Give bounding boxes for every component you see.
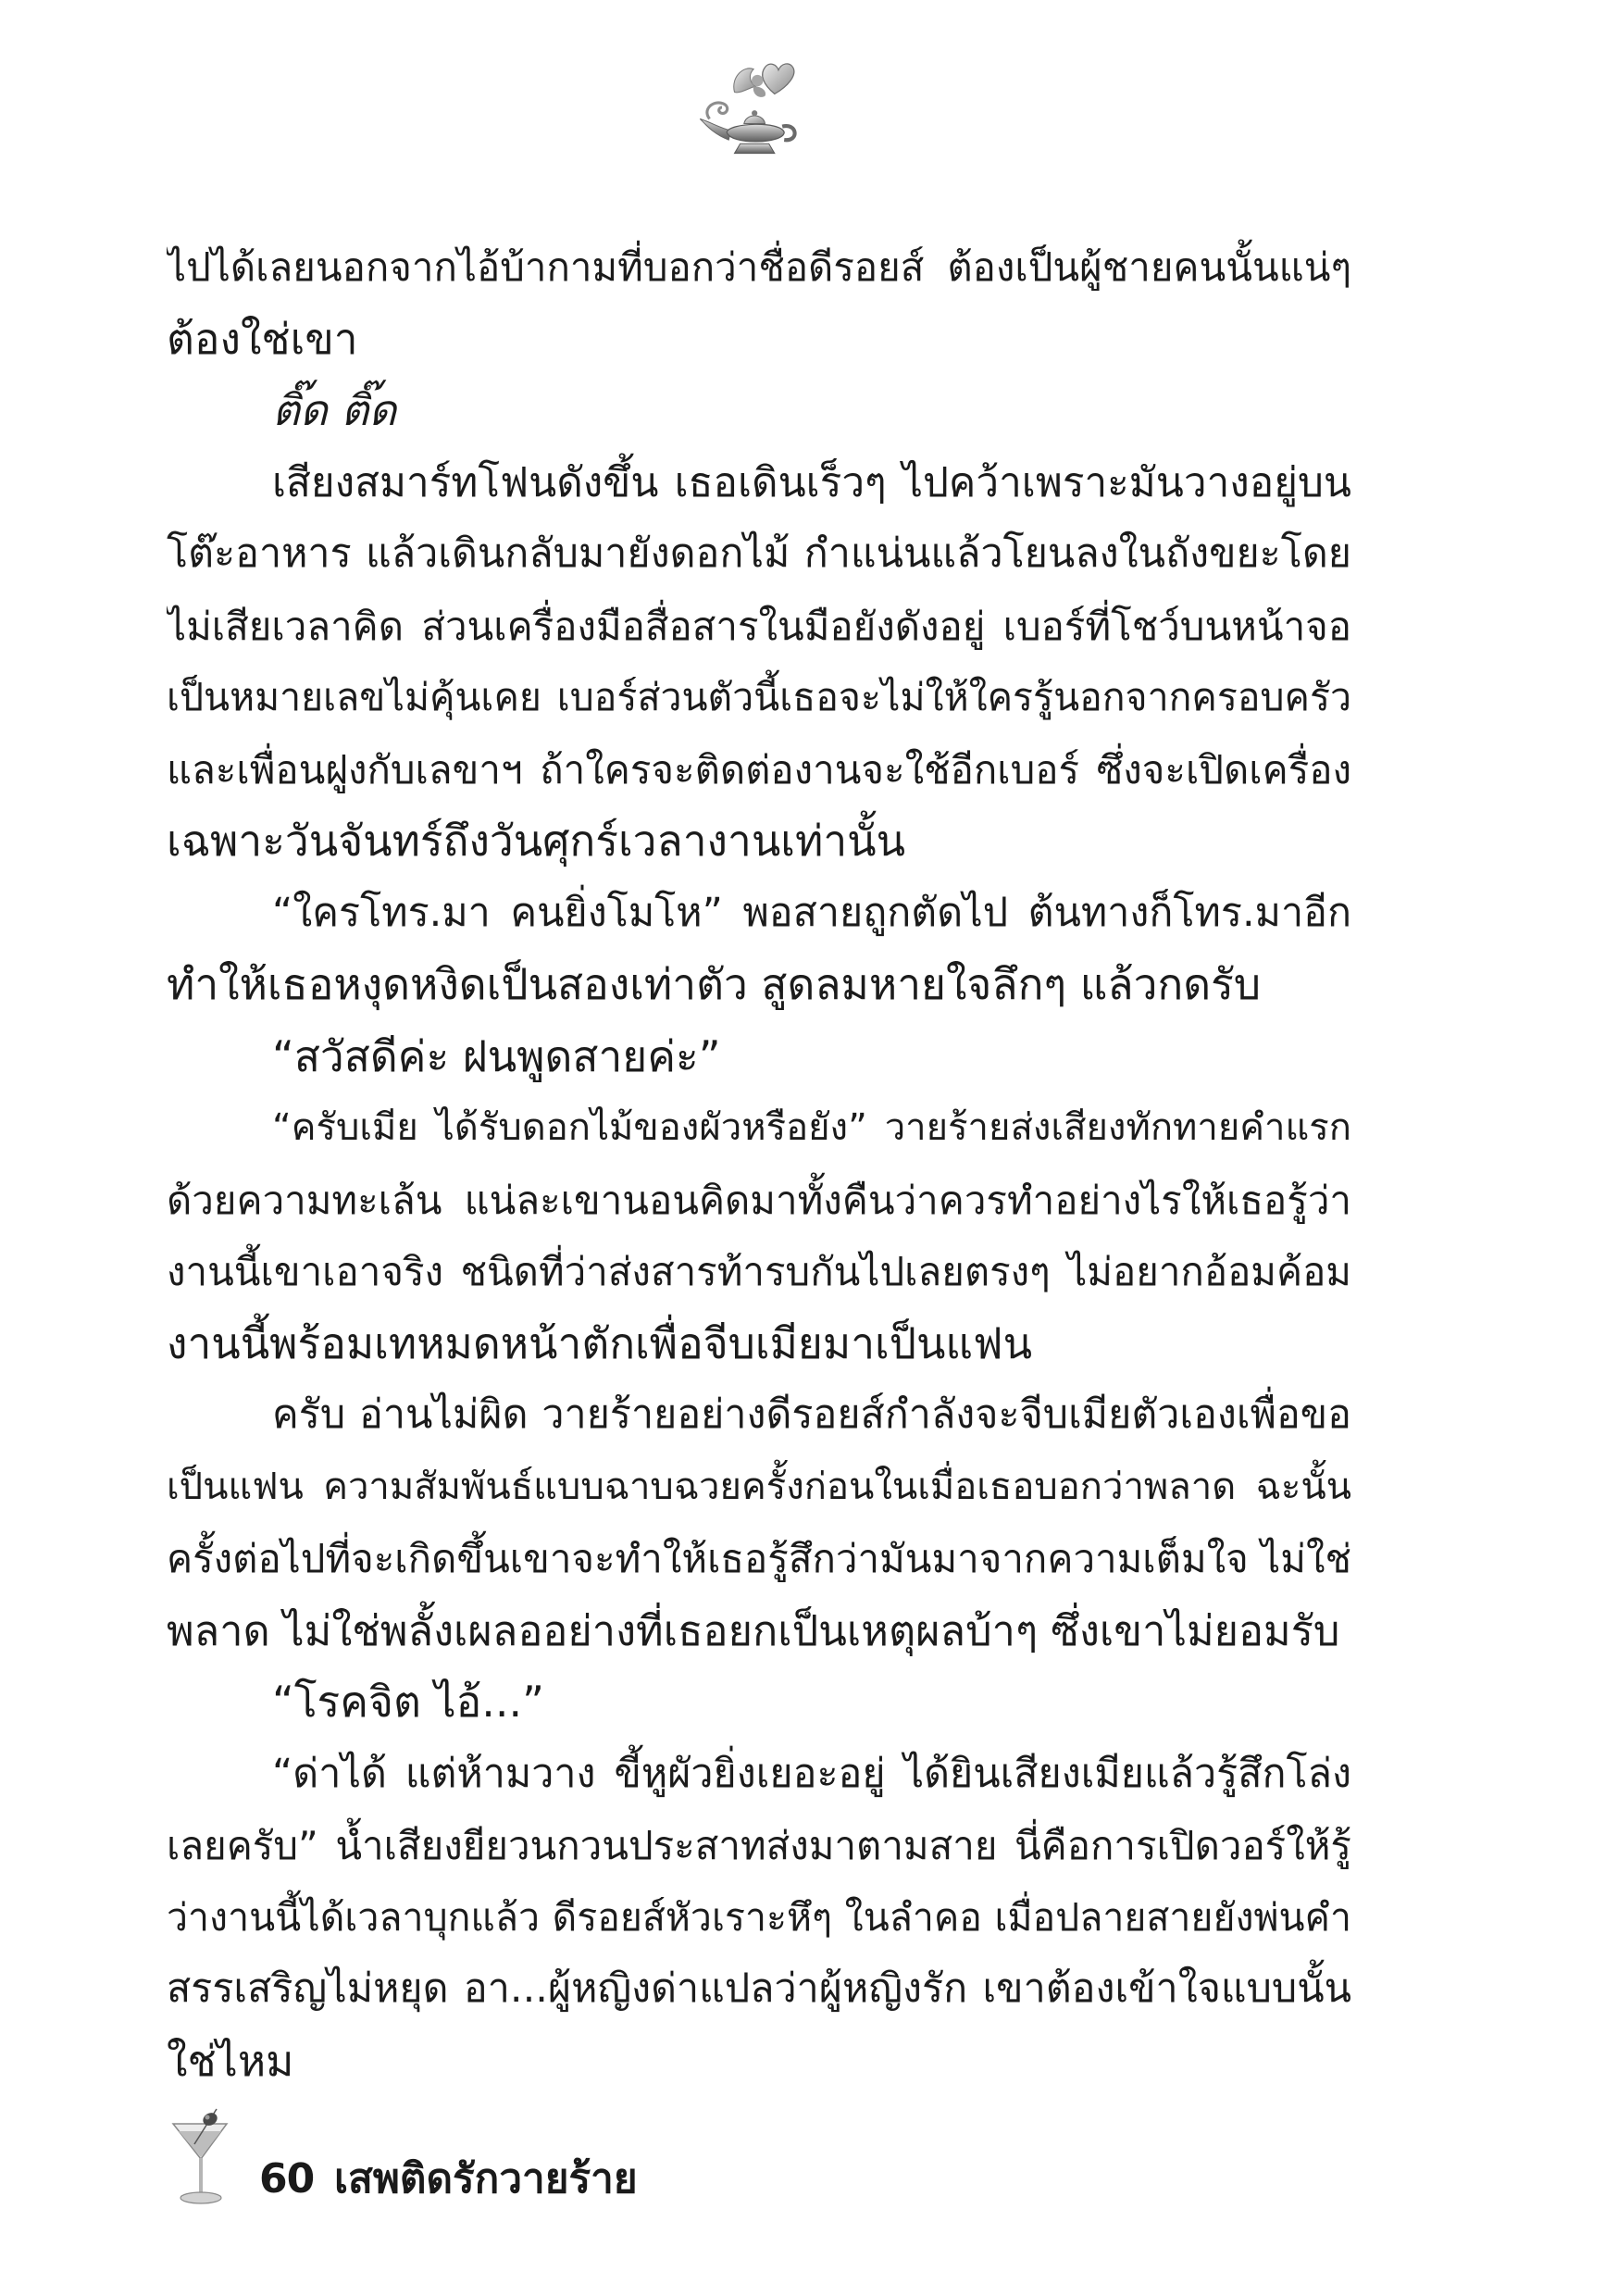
text-line: ครั้งต่อไปที่จะเกิดขึ้นเขาจะทำให้เธอรู้สึกว่ามันมาจากความเต็มใจ ไม่ใช่ xyxy=(167,1536,1351,1581)
text-line: เลยครับ” น้ำเสียงยียวนกวนประสาทส่งมาตามสาย นี่คือการเปิดวอร์ให้รู้ xyxy=(167,1823,1351,1868)
body-text xyxy=(167,231,1351,2097)
text-line: “ครับเมีย ได้รับดอกไม้ของผัวหรือยัง” วายร้ายส่งเสียงทักทายคำแรก xyxy=(272,1106,1351,1149)
paragraph xyxy=(167,1379,1351,1666)
text-line: และเพื่อนฝูงกับเลขาฯ ถ้าใครจะติดต่องานจะใช้อีกเบอร์ ซึ่งจะเปิดเครื่อง xyxy=(167,746,1351,792)
text-line: งานนี้เขาเอาจริง ชนิดที่ว่าส่งสารท้ารบกันไปเลยตรงๆ ไม่อยากอ้อมค้อม xyxy=(167,1249,1351,1294)
text-line: เฉพาะวันจันทร์ถึงวันศุกร์เวลางานเท่านั้น xyxy=(167,816,906,866)
text-line: สรรเสริญไม่หยุด อา...ผู้หญิงด่าแปลว่าผู้หญิงรัก เขาต้องเข้าใจแบบนั้น xyxy=(167,1965,1351,2012)
text-line: “โรคจิต ไอ้...” xyxy=(272,1677,544,1727)
text-line: งานนี้พร้อมเทหมดหน้าตักเพื่อจีบเมียมาเป็นแฟน xyxy=(167,1317,1033,1368)
text-line: “ใครโทร.มา คนยิ่งโมโห” พอสายถูกตัดไป ต้นทางก็โทร.มาอีก xyxy=(272,889,1351,936)
text-line: โต๊ะอาหาร แล้วเดินกลับมายังดอกไม้ กำแน่นแล้วโยนลงในถังขยะโดย xyxy=(167,530,1351,577)
book-title: เสพติดรักวายร้าย xyxy=(334,2155,638,2202)
text-line: ต้องใช่เขา xyxy=(167,313,358,364)
text-line: เป็นแฟน ความสัมพันธ์แบบฉาบฉวยครั้งก่อนในเมื่อเธอบอกว่าพลาด ฉะนั้น xyxy=(167,1465,1351,1508)
text-line: ติ๊ด ติ๊ด xyxy=(272,385,397,435)
text-line: ว่างานนี้ได้เวลาบุกแล้ว ดีรอยส์หัวเราะหึๆ ในลำคอ เมื่อปลายสายยังพ่นคำ xyxy=(167,1894,1351,1940)
page-footer xyxy=(170,2103,818,2207)
paragraph xyxy=(167,878,1351,1021)
page-number: 60 xyxy=(259,2155,315,2202)
text-line: ไม่เสียเวลาคิด ส่วนเครื่องมือสื่อสารในมือยังดังอยู่ เบอร์ที่โชว์บนหน้าจอ xyxy=(167,603,1351,649)
paragraph xyxy=(167,447,1351,878)
paragraph xyxy=(167,1666,1351,1739)
text-line: พลาด ไม่ใช่พลั้งเผลออย่างที่เธอยกเป็นเหตุผลบ้าๆ ซึ่งเขาไม่ยอมรับ xyxy=(167,1605,1340,1655)
sound-effect-paragraph xyxy=(167,375,1351,447)
paragraph xyxy=(167,231,1351,375)
martini-glass-icon xyxy=(170,2103,230,2207)
text-line: ไปได้เลยนอกจากไอ้บ้ากามที่บอกว่าชื่อดีรอยส์ ต้องเป็นผู้ชายคนนั้นแน่ๆ xyxy=(167,244,1351,290)
text-line: เสียงสมาร์ทโฟนดังขึ้น เธอเดินเร็วๆ ไปคว้าเพราะมันวางอยู่บน xyxy=(272,458,1351,506)
text-line: “สวัสดีค่ะ ฝนพูดสายค่ะ” xyxy=(272,1030,721,1081)
text-line: เป็นหมายเลขไม่คุ้นเคย เบอร์ส่วนตัวนี้เธอจะไม่ให้ใครรู้นอกจากครอบครัว xyxy=(167,675,1351,719)
text-line: “ด่าได้ แต่ห้ามวาง ขี้หูผัวยิ่งเยอะอยู่ ได้ยินเสียงเมียแล้วรู้สึกโล่ง xyxy=(272,1750,1351,1797)
paragraph xyxy=(167,1092,1351,1379)
paragraph xyxy=(167,1021,1351,1093)
text-line: ใช่ไหม xyxy=(167,2035,294,2086)
text-line: ครับ อ่านไม่ผิด วายร้ายอย่างดีรอยส์กำลังจะจีบเมียตัวเองเพื่อขอ xyxy=(272,1391,1351,1438)
text-line: ด้วยความทะเล้น แน่ละเขานอนคิดมาทั้งคืนว่าควรทำอย่างไรให้เธอรู้ว่า xyxy=(167,1177,1351,1223)
paragraph xyxy=(167,1739,1351,2098)
text-line: ทำให้เธอหงุดหงิดเป็นสองเท่าตัว สูดลมหายใจลึกๆ แล้วกดรับ xyxy=(167,959,1262,1009)
genie-lamp-icon xyxy=(692,56,807,161)
